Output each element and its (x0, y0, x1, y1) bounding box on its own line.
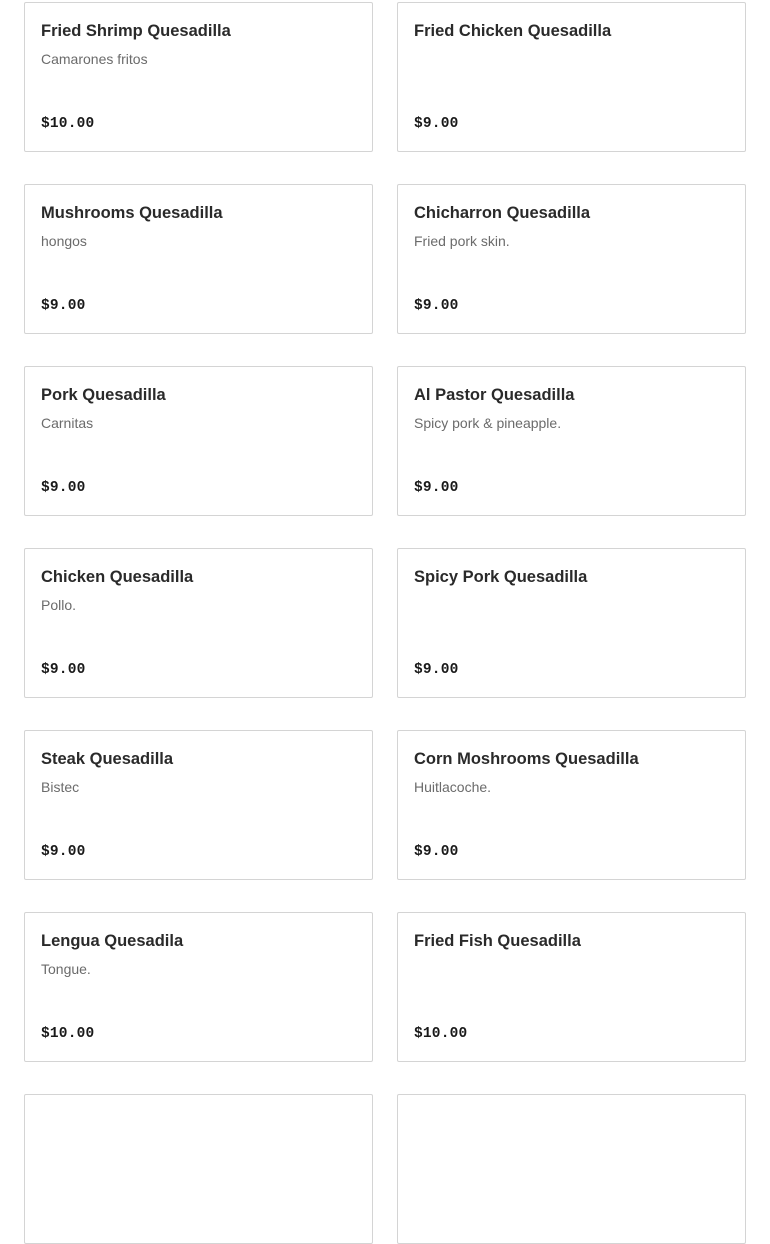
menu-item-price: $9.00 (41, 298, 86, 314)
menu-item-price: $10.00 (41, 116, 95, 132)
menu-item-price: $9.00 (414, 298, 459, 314)
menu-item-name: Mushrooms Quesadilla (41, 204, 223, 222)
menu-item-card[interactable] (24, 730, 373, 880)
menu-item-card[interactable] (397, 366, 746, 516)
menu-grid (24, 2, 746, 1244)
menu-item-card[interactable] (24, 184, 373, 334)
menu-item-name: Chicharron Quesadilla (414, 204, 591, 222)
menu-item-card[interactable] (397, 730, 746, 880)
menu-item-description: Camarones fritos (41, 51, 148, 67)
menu-item-price: $9.00 (414, 116, 459, 132)
menu-item-card-partial[interactable] (397, 1094, 746, 1244)
menu-item-description: Tongue. (41, 961, 91, 977)
menu-item-price: $9.00 (41, 844, 86, 860)
menu-item-name: Al Pastor Quesadilla (414, 386, 575, 404)
menu-item-description: Fried pork skin. (414, 233, 510, 249)
menu-item-card[interactable] (24, 366, 373, 516)
menu-item-card[interactable] (397, 912, 746, 1062)
menu-item-card[interactable] (397, 548, 746, 698)
menu-item-name: Steak Quesadilla (41, 750, 174, 768)
menu-item-description: Pollo. (41, 597, 77, 613)
menu-item-price: $9.00 (41, 662, 86, 678)
menu-item-card[interactable] (397, 2, 746, 152)
menu-item-name: Lengua Quesadila (41, 932, 184, 950)
menu-item-description: hongos (41, 233, 87, 249)
menu-item-card[interactable] (24, 912, 373, 1062)
menu-item-name: Fried Chicken Quesadilla (414, 22, 612, 40)
menu-item-name: Spicy Pork Quesadilla (414, 568, 588, 586)
menu-item-name: Fried Fish Quesadilla (414, 932, 581, 950)
menu-item-price: $9.00 (414, 662, 459, 678)
menu-item-price: $9.00 (414, 844, 459, 860)
menu-item-description: Huitlacoche. (414, 779, 492, 795)
menu-item-description: Bistec (41, 779, 80, 795)
menu-item-name: Chicken Quesadilla (41, 568, 194, 586)
menu-item-name: Fried Shrimp Quesadilla (41, 22, 231, 40)
menu-item-price: $9.00 (41, 480, 86, 496)
menu-item-price: $9.00 (414, 480, 459, 496)
menu-item-description: Carnitas (41, 415, 94, 431)
menu-item-price: $10.00 (41, 1026, 95, 1042)
menu-item-name: Pork Quesadilla (41, 386, 166, 404)
menu-item-card[interactable] (24, 2, 373, 152)
menu-item-price: $10.00 (414, 1026, 468, 1042)
menu-item-card[interactable] (397, 184, 746, 334)
menu-item-description: Spicy pork & pineapple. (414, 415, 562, 431)
menu-item-name: Corn Moshrooms Quesadilla (414, 750, 639, 768)
menu-item-card[interactable] (24, 548, 373, 698)
menu-item-card-partial[interactable] (24, 1094, 373, 1244)
